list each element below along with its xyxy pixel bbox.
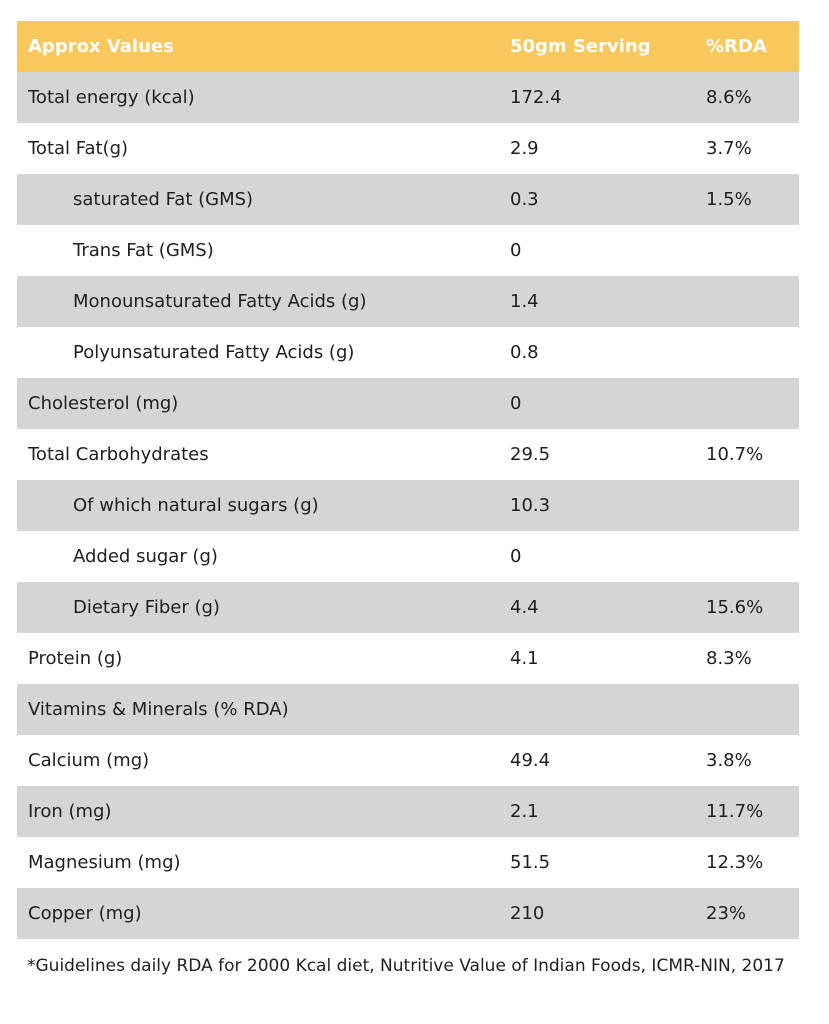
table-row xyxy=(17,225,799,276)
table-row xyxy=(17,174,799,225)
rda-value: 8.3% xyxy=(706,648,752,669)
table-header xyxy=(17,21,799,72)
table-row xyxy=(17,582,799,633)
serving-value: 2.1 xyxy=(510,801,539,822)
table-row xyxy=(17,888,799,939)
header-serving: 50gm Serving xyxy=(510,36,651,57)
serving-value: 4.4 xyxy=(510,597,539,618)
rda-value: 15.6% xyxy=(706,597,764,618)
serving-value: 49.4 xyxy=(510,750,551,771)
rda-value: 23% xyxy=(706,903,747,924)
serving-value: 0 xyxy=(510,546,522,567)
rda-value: 10.7% xyxy=(706,444,764,465)
rda-value: 3.7% xyxy=(706,138,752,159)
nutrient-label: Vitamins & Minerals (% RDA) xyxy=(28,699,289,720)
serving-value: 0 xyxy=(510,393,522,414)
header-approx-values: Approx Values xyxy=(28,36,174,57)
serving-value: 210 xyxy=(510,903,545,924)
serving-value: 172.4 xyxy=(510,87,562,108)
nutrition-table xyxy=(17,21,799,939)
table-row xyxy=(17,72,799,123)
footnote: *Guidelines daily RDA for 2000 Kcal diet, Nutritive Value of Indian Foods, ICMR-NIN, 2017 xyxy=(27,956,785,976)
table-body xyxy=(17,72,799,939)
nutrient-label: Total energy (kcal) xyxy=(28,87,195,108)
nutrient-label: Trans Fat (GMS) xyxy=(73,240,214,261)
serving-value: 29.5 xyxy=(510,444,551,465)
table-row xyxy=(17,531,799,582)
rda-value: 3.8% xyxy=(706,750,752,771)
table-row xyxy=(17,837,799,888)
nutrient-label: Of which natural sugars (g) xyxy=(73,495,319,516)
table-row xyxy=(17,378,799,429)
table-row xyxy=(17,786,799,837)
nutrient-label: Calcium (mg) xyxy=(28,750,150,771)
nutrient-label: Copper (mg) xyxy=(28,903,142,924)
header-rda: %RDA xyxy=(706,36,767,57)
table-row xyxy=(17,276,799,327)
serving-value: 0.3 xyxy=(510,189,539,210)
nutrient-label: Magnesium (mg) xyxy=(28,852,181,873)
nutrient-label: Protein (g) xyxy=(28,648,123,669)
table-row xyxy=(17,480,799,531)
serving-value: 10.3 xyxy=(510,495,551,516)
serving-value: 0.8 xyxy=(510,342,539,363)
table-row xyxy=(17,735,799,786)
nutrient-label: Dietary Fiber (g) xyxy=(73,597,220,618)
table-row xyxy=(17,123,799,174)
table-row xyxy=(17,429,799,480)
nutrient-label: Total Fat(g) xyxy=(28,138,129,159)
rda-value: 12.3% xyxy=(706,852,764,873)
serving-value: 1.4 xyxy=(510,291,539,312)
rda-value: 1.5% xyxy=(706,189,752,210)
serving-value: 4.1 xyxy=(510,648,539,669)
nutrient-label: Total Carbohydrates xyxy=(28,444,209,465)
serving-value: 0 xyxy=(510,240,522,261)
nutrient-label: Iron (mg) xyxy=(28,801,112,822)
rda-value: 8.6% xyxy=(706,87,752,108)
nutrient-label: Monounsaturated Fatty Acids (g) xyxy=(73,291,367,312)
nutrient-label: saturated Fat (GMS) xyxy=(73,189,254,210)
serving-value: 51.5 xyxy=(510,852,551,873)
table-row xyxy=(17,684,799,735)
serving-value: 2.9 xyxy=(510,138,539,159)
table-row xyxy=(17,327,799,378)
nutrient-label: Added sugar (g) xyxy=(73,546,218,567)
table-row xyxy=(17,633,799,684)
rda-value: 11.7% xyxy=(706,801,764,822)
nutrient-label: Cholesterol (mg) xyxy=(28,393,179,414)
nutrient-label: Polyunsaturated Fatty Acids (g) xyxy=(73,342,355,363)
